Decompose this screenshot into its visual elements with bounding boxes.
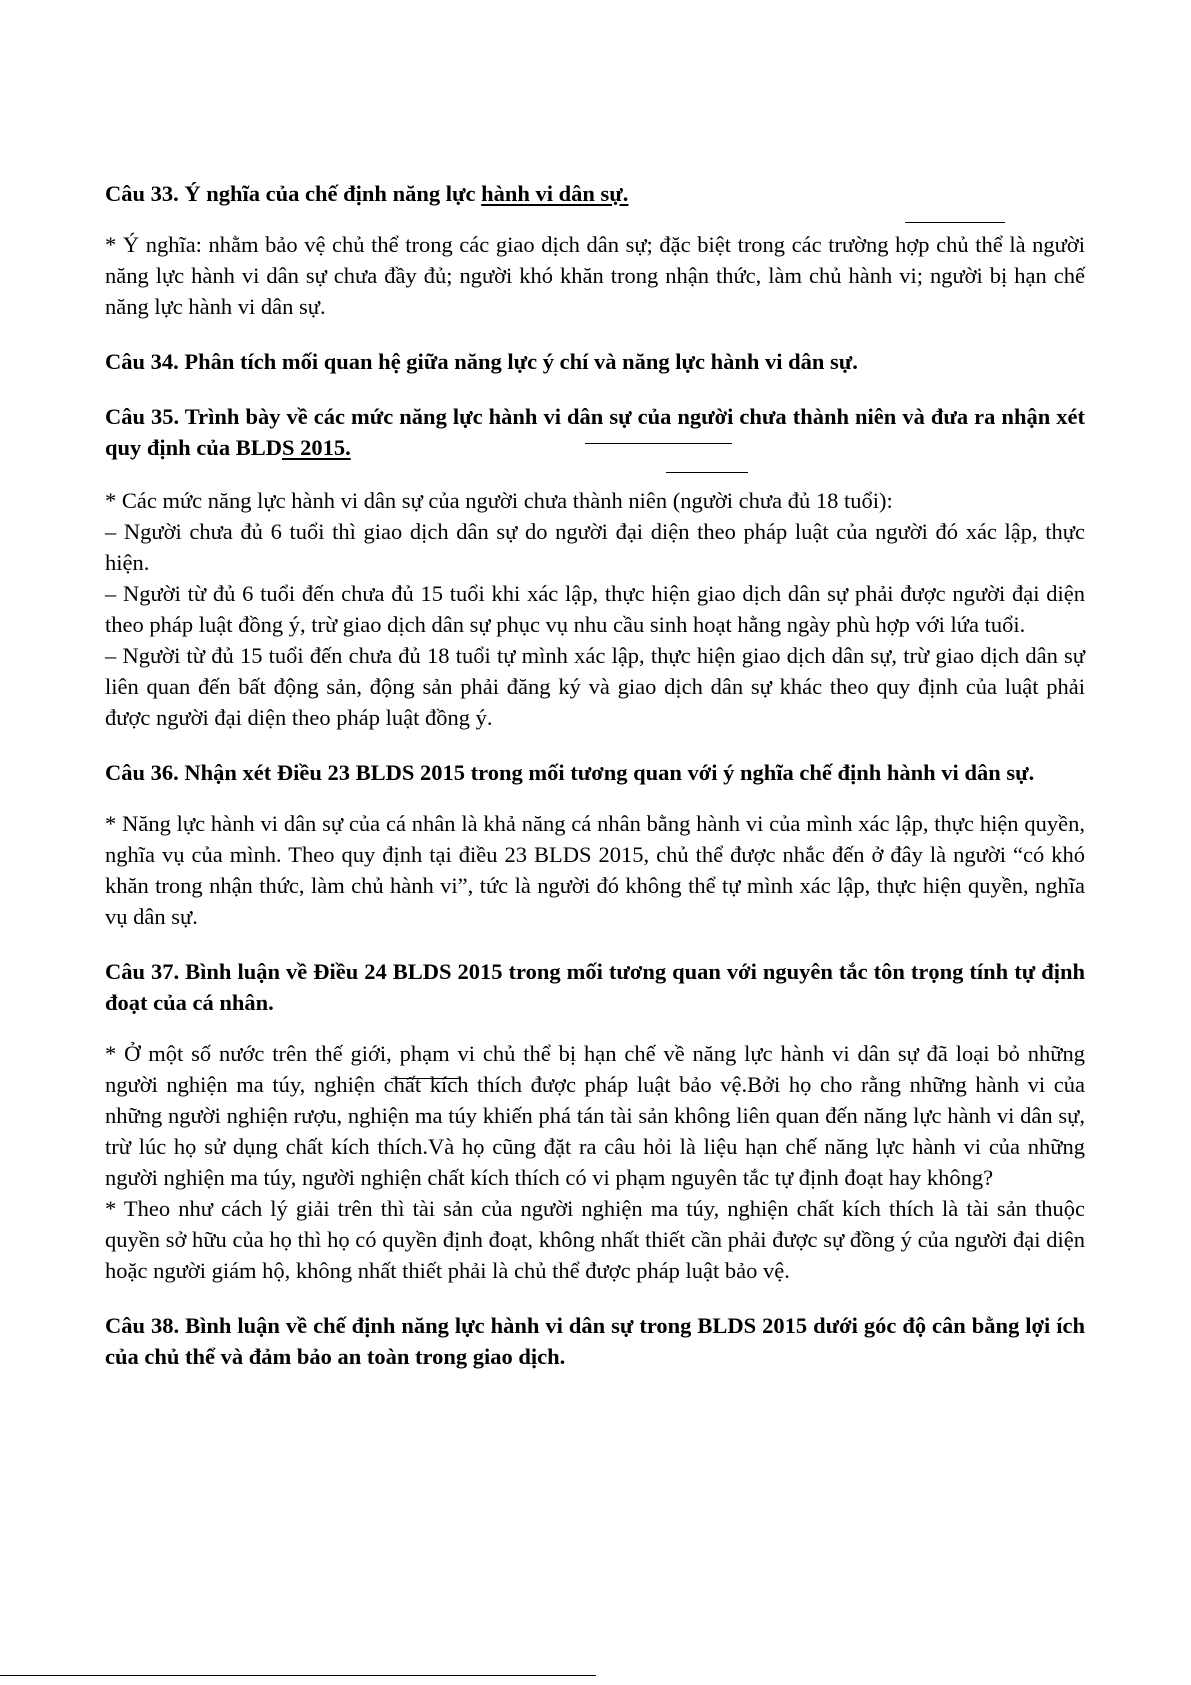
- question-35-title-underlined: S 2015.: [281, 435, 351, 460]
- answer-paragraph: – Người từ đủ 6 tuổi đến chưa đủ 15 tuổi khi xác lập, thực hiện giao dịch dân sự phải được người đại diện theo pháp luật đồng ý, trừ giao dịch dân sự phục vụ nhu cầu sinh hoạt hằng ngày phù hợp với lứa tuổi.: [105, 581, 1085, 637]
- answer-paragraph: * Ở một số nước trên thế giới, phạm vi chủ thể bị hạn chế về năng lực hành vi dân sự đã loại bỏ những người nghiện ma túy, nghiện chất kích thích được pháp luật bảo vệ.Bởi họ cho rằng những hành vi của những người nghiện rượu, nghiện ma túy khiến phá tán tài sản không liên quan đến năng lực hành vi dân sự, trừ lúc họ sử dụng chất kích thích.Và họ cũng đặt ra câu hỏi là liệu hạn chế năng lực hành vi của những người nghiện ma túy, người nghiện chất kích thích có vi phạm nguyên tắc tự định đoạt hay không?: [105, 1041, 1085, 1190]
- answer-paragraph: * Ý nghĩa: nhằm bảo vệ chủ thể trong các giao dịch dân sự; đặc biệt trong các trường hợp chủ thể là người năng lực hành vi dân sự chưa đầy đủ; người khó khăn trong nhận thức, làm chủ hành vi; người bị hạn chế năng lực hành vi dân sự.: [105, 232, 1085, 319]
- question-36-answer: [105, 808, 1085, 932]
- question-35-answer: [105, 485, 1085, 733]
- answer-paragraph: * Theo như cách lý giải trên thì tài sản của người nghiện ma túy, nghiện chất kích thích là tài sản thuộc quyền sở hữu của họ thì họ có quyền định đoạt, không nhất thiết cần phải được sự đồng ý của người đại diện hoặc người giám hộ, không nhất thiết phải là chủ thể được pháp luật bảo vệ.: [105, 1196, 1085, 1283]
- document-content: [105, 178, 1085, 1372]
- question-35-title: [105, 401, 1085, 463]
- answer-paragraph: * Các mức năng lực hành vi dân sự của người chưa thành niên (người chưa đủ 18 tuổi):: [105, 488, 893, 513]
- answer-paragraph: – Người từ đủ 15 tuổi đến chưa đủ 18 tuổi tự mình xác lập, thực hiện giao dịch dân sự, trừ giao dịch dân sự liên quan đến bất động sản, động sản phải đăng ký và giao dịch dân sự khác theo quy định của luật phải được người đại diện theo pháp luật đồng ý.: [105, 643, 1085, 730]
- question-35-title-main: Câu 35. Trình bày về các mức năng lực hành vi dân sự của người chưa thành niên và đưa ra nhận xét quy định của BLD: [105, 404, 1085, 460]
- footer-divider: [0, 1675, 596, 1676]
- question-37-title: Câu 37. Bình luận về Điều 24 BLDS 2015 trong mối tương quan với nguyên tắc tôn trọng tính tự định đoạt của cá nhân.: [105, 959, 1085, 1015]
- question-33-title: [105, 178, 1085, 209]
- question-33-answer: [105, 229, 1085, 322]
- question-33-title-main: Câu 33. Ý nghĩa của chế định năng lực: [105, 181, 482, 206]
- question-36-title: Câu 36. Nhận xét Điều 23 BLDS 2015 trong mối tương quan với ý nghĩa chế định hành vi dân sự.: [105, 760, 1035, 785]
- answer-paragraph: * Năng lực hành vi dân sự của cá nhân là khả năng cá nhân bằng hành vi của mình xác lập, thực hiện quyền, nghĩa vụ của mình. Theo quy định tại điều 23 BLDS 2015, chủ thể được nhắc đến ở đây là người “có khó khăn trong nhận thức, làm chủ hành vi”, tức là người đó không thể tự mình xác lập, thực hiện quyền, nghĩa vụ dân sự.: [105, 811, 1085, 929]
- question-37-answer: [105, 1038, 1085, 1286]
- question-33-title-underlined: hành vi dân sự.: [481, 181, 629, 206]
- question-38-title: Câu 38. Bình luận về chế định năng lực hành vi dân sự trong BLDS 2015 dưới góc độ cân bằng lợi ích của chủ thể và đảm bảo an toàn trong giao dịch.: [105, 1313, 1085, 1369]
- question-34-title: Câu 34. Phân tích mối quan hệ giữa năng lực ý chí và năng lực hành vi dân sự.: [105, 349, 858, 374]
- answer-paragraph: – Người chưa đủ 6 tuổi thì giao dịch dân sự do người đại diện theo pháp luật của người đó xác lập, thực hiện.: [105, 519, 1085, 575]
